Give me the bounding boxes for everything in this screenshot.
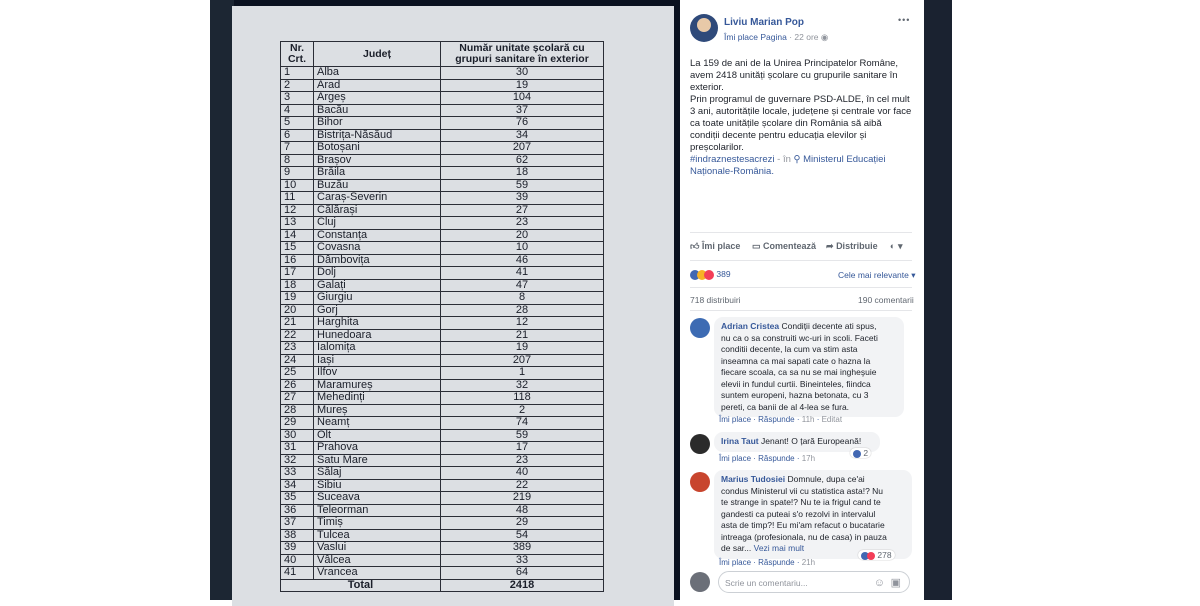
comment-line: nu ca o sa construiti wc-uri in scoli. Faceti [721, 332, 878, 343]
row-county: Prahova [314, 442, 441, 455]
row-number: 9 [281, 167, 314, 180]
commenter-avatar[interactable] [690, 318, 710, 338]
comment-actions: Îmi place · Răspunde · 21h [719, 558, 816, 567]
see-more-link[interactable]: Vezi mai mult [753, 543, 805, 553]
row-county: Constanța [314, 229, 441, 242]
row-value: 74 [441, 417, 604, 430]
post-line: 3 ani, autoritățile locale, județene și centrale vor face [690, 106, 912, 117]
comment-bubble [714, 317, 904, 417]
row-value: 22 [441, 479, 604, 492]
post-meta: Îmi place Pagina · 22 ore ◉ [724, 32, 829, 42]
row-county: Bihor [314, 117, 441, 130]
row-county: Brașov [314, 154, 441, 167]
row-county: Timiș [314, 517, 441, 530]
in-word: - în [777, 154, 791, 165]
more-options-icon[interactable]: ••• [898, 15, 911, 25]
row-county: Ialomița [314, 342, 441, 355]
table-row [281, 179, 604, 192]
row-number: 29 [281, 417, 314, 430]
row-number: 41 [281, 567, 314, 580]
table-row [281, 279, 604, 292]
post-line: ca toate unitățile școlare din România să aibă [690, 118, 882, 129]
sort-comments-dropdown[interactable]: Cele mai relevante ▾ [838, 270, 916, 280]
row-number: 18 [281, 279, 314, 292]
comment-line: gandesti ca puteai s'o rezolvi in intervalul [721, 508, 876, 519]
table-row [281, 242, 604, 255]
row-value: 2 [441, 404, 604, 417]
row-county: Iași [314, 354, 441, 367]
school-toilets-table [280, 41, 604, 592]
table-row [281, 554, 604, 567]
row-number: 37 [281, 517, 314, 530]
row-number: 8 [281, 154, 314, 167]
row-county: Vrancea [314, 567, 441, 580]
row-county: Mehedinți [314, 392, 441, 405]
comment-line: fiecare scoala, ca sa nu se mai ingheşuie [721, 367, 877, 377]
row-value: 207 [441, 142, 604, 155]
row-county: Caraș-Severin [314, 192, 441, 205]
post-line: avem 2418 unități școlare cu grupurile sanitare în [690, 70, 898, 81]
table-body [281, 67, 604, 580]
comment-reaction-count: 2 [863, 448, 869, 458]
row-number: 35 [281, 492, 314, 505]
row-county: Buzău [314, 179, 441, 192]
row-county: Argeș [314, 92, 441, 105]
share-icon: ➦ [826, 241, 834, 251]
comment-reaction-count: 278 [877, 550, 892, 560]
table-row [281, 467, 604, 480]
row-number: 7 [281, 142, 314, 155]
stats-divider [690, 287, 912, 288]
row-number: 23 [281, 342, 314, 355]
table-row [281, 117, 604, 130]
row-value: 59 [441, 179, 604, 192]
row-number: 31 [281, 442, 314, 455]
hashtag-link[interactable]: #indraznestesacrezi [690, 154, 775, 165]
row-value: 41 [441, 267, 604, 280]
comment-line: asta de timp?! Eu mi'am refacut o bucatarie [721, 520, 885, 530]
comment-line: de sar... Vezi mai mult [721, 543, 805, 553]
row-value: 104 [441, 92, 604, 105]
table-row [281, 129, 604, 142]
row-county: Gorj [314, 304, 441, 317]
row-county: Botoșani [314, 142, 441, 155]
row-number: 2 [281, 79, 314, 92]
row-value: 219 [441, 492, 604, 505]
comment-line: condus Ministerul vii cu statistica asta!? Nu [721, 485, 884, 496]
table-row [281, 504, 604, 517]
row-value: 76 [441, 117, 604, 130]
row-value: 28 [441, 304, 604, 317]
row-number: 24 [281, 354, 314, 367]
table-row [281, 167, 604, 180]
comment-reply-link[interactable]: Răspunde [758, 454, 795, 463]
row-number: 3 [281, 92, 314, 105]
comment-line: Domnule, dupa ce'ai [787, 474, 865, 484]
comment-line: suntem europeni, hazna betonata, cu 3 [721, 390, 869, 400]
row-county: Bistrița-Năsăud [314, 129, 441, 142]
row-value: 207 [441, 354, 604, 367]
chevron-down-icon: ▾ [897, 241, 903, 251]
globe-icon: ◉ [820, 32, 829, 42]
row-county: Hunedoara [314, 329, 441, 342]
row-value: 34 [441, 129, 604, 142]
profile-icon: ◐ [890, 241, 896, 251]
row-number: 1 [281, 67, 314, 80]
row-value: 27 [441, 204, 604, 217]
row-county: Teleorman [314, 504, 441, 517]
comment-line: Jenant! O țară Europeană! [761, 436, 862, 446]
row-number: 17 [281, 267, 314, 280]
table-row [281, 292, 604, 305]
row-value: 46 [441, 254, 604, 267]
row-number: 26 [281, 379, 314, 392]
location-link[interactable]: Ministerul Educației Naționale-România. [690, 154, 886, 177]
table-row [281, 67, 604, 80]
row-county: Cluj [314, 217, 441, 230]
audience-selector[interactable] [890, 241, 902, 252]
row-value: 118 [441, 392, 604, 405]
sticker-icon[interactable]: ▣ [890, 577, 901, 589]
row-value: 33 [441, 554, 604, 567]
row-county: Sibiu [314, 479, 441, 492]
comment-like-link[interactable]: Îmi place [719, 558, 752, 567]
table-row [281, 442, 604, 455]
row-number: 10 [281, 179, 314, 192]
row-number: 15 [281, 242, 314, 255]
table-row [281, 342, 604, 355]
row-value: 18 [441, 167, 604, 180]
comment-line: pereti, ca banii de al 4-lea se fura. [721, 401, 850, 412]
love-reaction-icon [867, 552, 875, 560]
row-county: Mureș [314, 404, 441, 417]
thumbs-up-icon: 👍︎ [690, 241, 700, 251]
row-number: 20 [281, 304, 314, 317]
row-value: 19 [441, 342, 604, 355]
row-value: 10 [441, 242, 604, 255]
row-value: 47 [441, 279, 604, 292]
author-avatar[interactable] [690, 14, 718, 42]
comment-reactions[interactable] [850, 448, 871, 458]
row-number: 12 [281, 204, 314, 217]
row-county: Vâlcea [314, 554, 441, 567]
commenter-name[interactable]: Irina Taut [721, 436, 759, 446]
commenter-name[interactable]: Marius Tudosiei [721, 474, 786, 484]
comment-bubble [714, 470, 912, 559]
header-judet: Județ [314, 42, 441, 67]
row-county: Tulcea [314, 529, 441, 542]
row-county: Neamț [314, 417, 441, 430]
row-county: Dolj [314, 267, 441, 280]
row-value: 23 [441, 217, 604, 230]
total-value: 2418 [441, 579, 604, 592]
viewer-avatar [690, 572, 710, 592]
panel-shadow [924, 0, 952, 600]
post-line: preșcolarilor. [690, 142, 744, 153]
commenter-avatar[interactable] [690, 434, 710, 454]
comment-actions: Îmi place · Răspunde · 17h [719, 454, 816, 463]
row-number: 38 [281, 529, 314, 542]
table-row [281, 354, 604, 367]
photo-left-edge [210, 0, 234, 600]
write-comment-input[interactable]: Scrie un comentariu... ☺ ▣ [718, 571, 910, 593]
table-row [281, 417, 604, 430]
row-county: Ilfov [314, 367, 441, 380]
row-number: 14 [281, 229, 314, 242]
row-number: 22 [281, 329, 314, 342]
row-county: Bacău [314, 104, 441, 117]
table-row [281, 392, 604, 405]
comment-line: inseamna ca mai sapati cate o hazna la [721, 355, 871, 366]
actions-divider-bottom [690, 260, 912, 261]
commenter-avatar[interactable] [690, 472, 710, 492]
row-number: 4 [281, 104, 314, 117]
post-tags-line [690, 154, 912, 178]
row-county: Dâmbovița [314, 254, 441, 267]
total-row [281, 579, 604, 592]
row-value: 48 [441, 504, 604, 517]
comment-actions: Îmi place · Răspunde · 11h · Editat [719, 415, 843, 424]
like-page-link[interactable]: Îmi place Pagina [724, 32, 787, 42]
comment-line: Condiții decente ati spus, [781, 321, 877, 331]
table-row [281, 517, 604, 530]
table-row [281, 104, 604, 117]
post-line: exterior. [690, 82, 724, 93]
row-value: 30 [441, 67, 604, 80]
row-number: 30 [281, 429, 314, 442]
table-row [281, 217, 604, 230]
comment-time[interactable]: 11h [801, 415, 815, 424]
row-county: Galați [314, 279, 441, 292]
location-pin-icon: ⚲ [793, 154, 801, 165]
comment-time[interactable]: 21h [801, 558, 816, 567]
comment-line: elevii in fundul curtii. Bineinteles, fiindca [721, 378, 871, 389]
row-value: 59 [441, 429, 604, 442]
row-number: 39 [281, 542, 314, 555]
table-row [281, 254, 604, 267]
table-row [281, 267, 604, 280]
row-value: 37 [441, 104, 604, 117]
row-county: Brăila [314, 167, 441, 180]
row-value: 20 [441, 229, 604, 242]
table-row [281, 542, 604, 555]
post-line: Prin programul de guvernare PSD-ALDE, în cel mult [690, 94, 910, 105]
emoji-icon[interactable]: ☺ [873, 577, 885, 589]
comment-icon: ▭ [752, 241, 761, 251]
row-number: 36 [281, 504, 314, 517]
comment-time[interactable]: 17h [801, 454, 816, 463]
post-text [690, 58, 912, 178]
total-label: Total [281, 579, 441, 592]
table-row [281, 317, 604, 330]
like-reaction-icon [853, 450, 861, 458]
row-county: Satu Mare [314, 454, 441, 467]
row-value: 32 [441, 379, 604, 392]
shares-count[interactable]: 718 distribuiri [690, 295, 741, 305]
commenter-name[interactable]: Adrian Cristea [721, 321, 780, 331]
header-numar: Număr unitate școlară cu grupuri sanitare în exterior [441, 42, 604, 67]
reactions-count: 389 [716, 269, 731, 279]
row-value: 17 [441, 442, 604, 455]
row-number: 28 [281, 404, 314, 417]
table-row [281, 329, 604, 342]
chevron-down-icon: ▾ [908, 270, 916, 280]
row-county: Sălaj [314, 467, 441, 480]
row-county: Giurgiu [314, 292, 441, 305]
row-value: 389 [441, 542, 604, 555]
table-row [281, 92, 604, 105]
comment-like-link[interactable]: Îmi place [719, 454, 752, 463]
row-county: Alba [314, 67, 441, 80]
row-number: 11 [281, 192, 314, 205]
love-reaction-icon [704, 270, 714, 280]
row-number: 21 [281, 317, 314, 330]
row-county: Vaslui [314, 542, 441, 555]
row-county: Olt [314, 429, 441, 442]
table-row [281, 429, 604, 442]
row-value: 29 [441, 517, 604, 530]
table-row [281, 79, 604, 92]
row-number: 33 [281, 467, 314, 480]
row-value: 64 [441, 567, 604, 580]
row-value: 8 [441, 292, 604, 305]
table-row [281, 379, 604, 392]
table-row [281, 304, 604, 317]
table-row [281, 529, 604, 542]
row-number: 32 [281, 454, 314, 467]
post-line: condiții decente pentru educația elevilor și [690, 130, 867, 141]
row-value: 19 [441, 79, 604, 92]
comment-line: intreaga (profesionala, nu de casa) in pauza [721, 531, 887, 542]
table-row [281, 192, 604, 205]
table-row [281, 492, 604, 505]
row-value: 21 [441, 329, 604, 342]
row-number: 13 [281, 217, 314, 230]
table-row [281, 454, 604, 467]
row-number: 25 [281, 367, 314, 380]
post-line: La 159 de ani de la Unirea Principatelor Române, [690, 58, 899, 69]
table-row [281, 229, 604, 242]
comment-reply-link[interactable]: Răspunde [758, 415, 795, 424]
table-row [281, 142, 604, 155]
row-county: Covasna [314, 242, 441, 255]
row-county: Călărași [314, 204, 441, 217]
row-value: 62 [441, 154, 604, 167]
row-value: 40 [441, 467, 604, 480]
row-number: 27 [281, 392, 314, 405]
table-row [281, 567, 604, 580]
row-number: 19 [281, 292, 314, 305]
share-button[interactable]: ➦ Distribuie [826, 241, 878, 251]
comments-divider [690, 310, 912, 311]
table-row [281, 404, 604, 417]
comment-line: te strange in spate!? Nu te ia frigul cand te [721, 497, 881, 507]
row-number: 40 [281, 554, 314, 567]
reactions-summary[interactable] [690, 269, 731, 280]
table-row [281, 367, 604, 380]
comment-like-link[interactable]: Îmi place [719, 415, 752, 424]
post-time[interactable]: 22 ore [794, 32, 819, 42]
comment-line: conditii decente, la cum va stim asta [721, 344, 858, 354]
header-nr: Nr. Crt. [281, 42, 314, 67]
table-row [281, 154, 604, 167]
row-number: 34 [281, 479, 314, 492]
comment-reply-link[interactable]: Răspunde [758, 558, 795, 567]
comment-edited: Editat [821, 415, 843, 424]
row-county: Suceava [314, 492, 441, 505]
row-value: 39 [441, 192, 604, 205]
author-name[interactable]: Liviu Marian Pop [724, 17, 805, 28]
table-row [281, 204, 604, 217]
row-number: 5 [281, 117, 314, 130]
row-value: 54 [441, 529, 604, 542]
row-value: 1 [441, 367, 604, 380]
table-row [281, 479, 604, 492]
row-number: 6 [281, 129, 314, 142]
row-number: 16 [281, 254, 314, 267]
county-table [280, 41, 604, 592]
row-county: Arad [314, 79, 441, 92]
comments-count[interactable]: 190 comentarii [858, 295, 914, 305]
actions-divider-top [690, 232, 912, 233]
row-value: 12 [441, 317, 604, 330]
row-county: Harghita [314, 317, 441, 330]
table-header-row [281, 42, 604, 67]
comment-button[interactable]: ▭ Comentează [752, 241, 817, 251]
row-county: Maramureș [314, 379, 441, 392]
comment-reactions[interactable] [858, 550, 895, 560]
like-button[interactable]: 👍︎ Îmi place [690, 241, 741, 251]
row-value: 23 [441, 454, 604, 467]
